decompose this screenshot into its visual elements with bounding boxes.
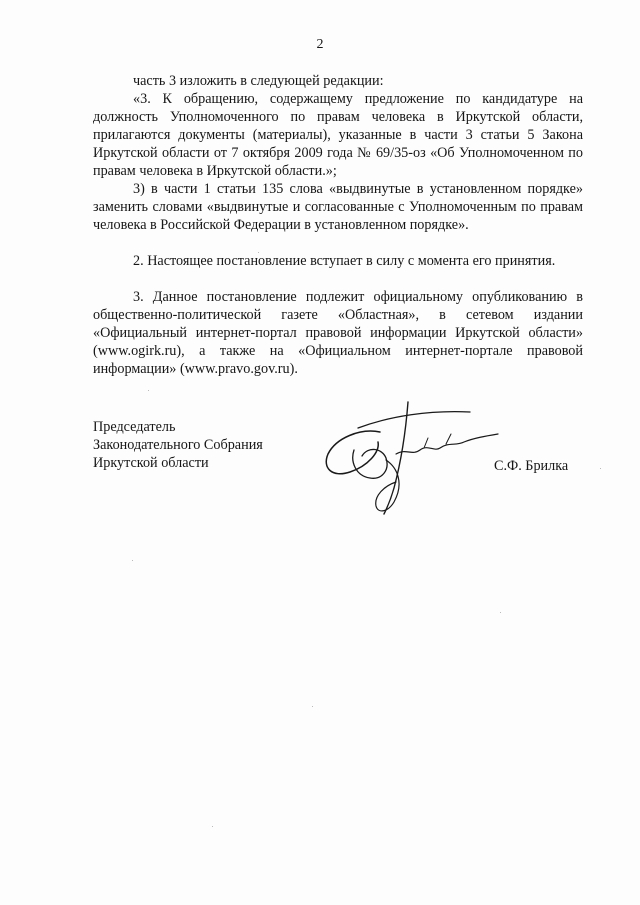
signatory-title xyxy=(93,418,293,472)
scan-speck xyxy=(212,826,213,827)
paragraph-item-3: 3) в части 1 статьи 135 слова «выдвинутые в установленном порядке» заменить словами «выдвинутые и согласованные с Уполномоченным по правам человека в Российской Федерации в установленном порядке». xyxy=(93,181,583,233)
signatory-name: С.Ф. Брилка xyxy=(494,458,569,474)
paragraph-intro: часть 3 изложить в следующей редакции: xyxy=(133,73,384,89)
paragraph-clause-3: 3. Данное постановление подлежит официальному опубликованию в общественно-политической газете «Областная», в сетевом издании «Официальный интернет-портал правовой информации Иркутской области» (www.ogirk.ru), а также на «Официальном интернет-портале правовой информации» (www.pravo.gov.ru). xyxy=(93,289,583,377)
signatory-title-line: Законодательного Собрания xyxy=(93,437,263,453)
scan-speck xyxy=(600,468,601,469)
document-body xyxy=(93,72,583,378)
scan-speck xyxy=(148,390,149,391)
signatory-title-line: Иркутской области xyxy=(93,455,209,471)
signatory-title-line: Председатель xyxy=(93,419,176,435)
scan-speck xyxy=(500,612,501,613)
scan-speck xyxy=(312,706,313,707)
paragraph-quoted-part-3: «3. К обращению, содержащему предложение по кандидатуре на должность Уполномоченного по правам человека в Иркутской области, прилагаются документы (материалы), указанные в части 3 статьи 5 Закона Иркутской области от 7 октября 2009 года № 69/35-оз «Об Уполномоченном по правам человека в Иркутской области.»; xyxy=(93,91,583,179)
scan-speck xyxy=(258,252,259,253)
handwritten-signature xyxy=(320,398,520,528)
scan-speck xyxy=(132,560,133,561)
paragraph-clause-2: 2. Настоящее постановление вступает в силу с момента его принятия. xyxy=(133,253,556,269)
page-number: 2 xyxy=(316,37,324,52)
